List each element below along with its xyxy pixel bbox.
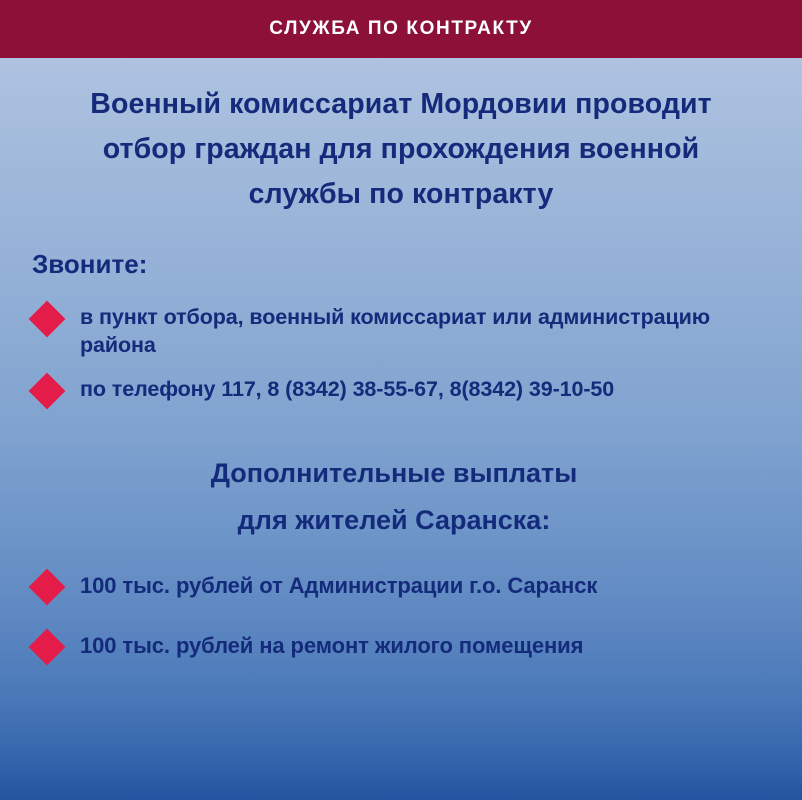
call-item-text: в пункт отбора, военный комиссариат или администрацию района	[80, 305, 710, 358]
diamond-bullet-icon	[29, 629, 66, 666]
payment-item-text: 100 тыс. рублей от Администрации г.о. Саранск	[80, 573, 598, 599]
diamond-bullet-icon	[29, 301, 66, 338]
headline-line-3: службы по контракту	[248, 178, 554, 211]
header-title: СЛУЖБА ПО КОНТРАКТУ	[269, 18, 533, 39]
payments-title-line-2: для жителей Саранска:	[237, 505, 551, 536]
payments-items-list	[30, 570, 772, 660]
payments-title	[30, 450, 772, 545]
header-bar	[0, 0, 802, 58]
call-label: Звоните:	[32, 249, 148, 280]
headline-line-1: Военный комиссариат Мордовии проводит	[90, 88, 712, 120]
list-item	[30, 570, 772, 600]
headline	[30, 82, 772, 217]
payments-title-line-1: Дополнительные выплаты	[210, 457, 578, 488]
list-item	[30, 630, 772, 660]
call-item-text: по телефону 117, 8 (8342) 38-55-67, 8(8342) 39-10-50	[80, 376, 615, 401]
headline-line-2: отбор граждан для прохождения военной	[102, 133, 700, 166]
list-item	[30, 302, 772, 360]
list-item	[30, 374, 772, 404]
poster-content	[0, 58, 802, 800]
diamond-bullet-icon	[29, 569, 66, 606]
diamond-bullet-icon	[29, 372, 66, 409]
payment-item-text: 100 тыс. рублей на ремонт жилого помещения	[80, 633, 584, 659]
call-items-list	[30, 302, 772, 404]
